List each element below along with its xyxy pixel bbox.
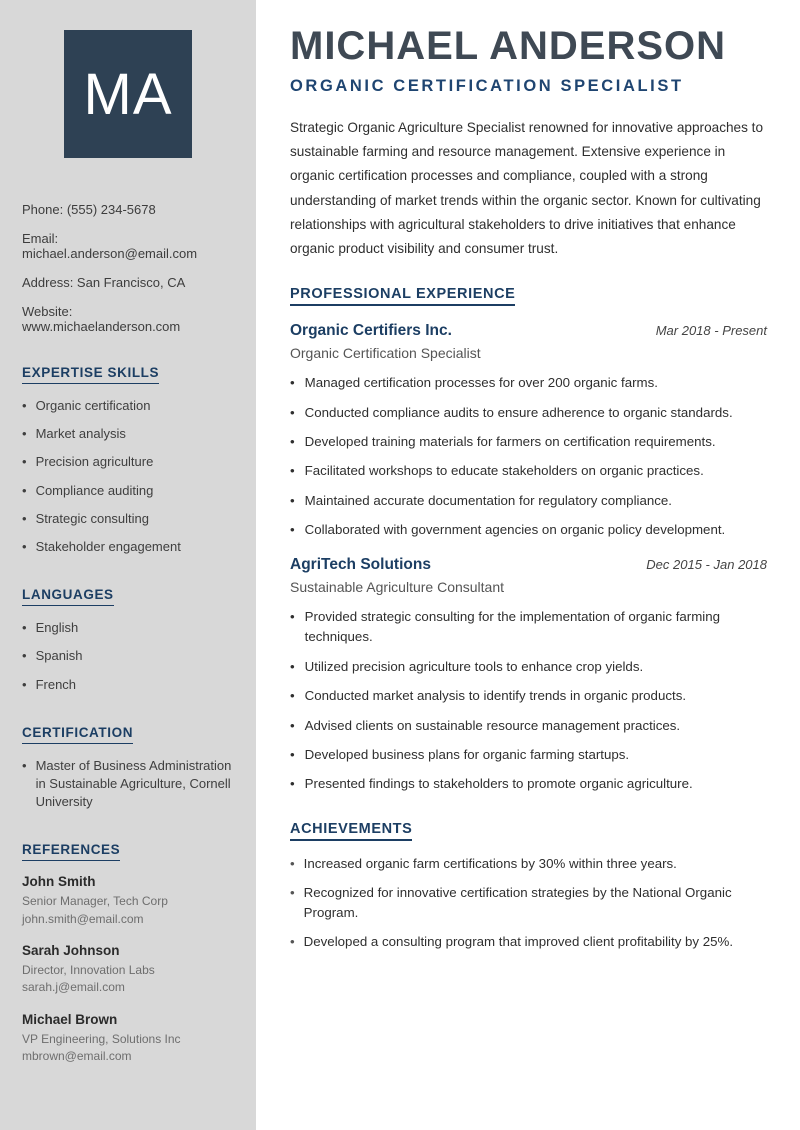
list-item: • Developed business plans for organic farming startups. xyxy=(290,745,767,765)
list-item: • Recognized for innovative certification strategies by the National Organic Program. xyxy=(290,883,767,923)
list-item: • English xyxy=(22,619,234,637)
job-dates: Dec 2015 - Jan 2018 xyxy=(646,557,767,573)
reference-entry xyxy=(22,943,234,997)
skills-list xyxy=(22,397,234,556)
references-section xyxy=(22,841,234,1065)
list-item: • Precision agriculture xyxy=(22,453,234,471)
certification-list xyxy=(22,757,234,812)
list-item: • Provided strategic consulting for the implementation of organic farming techniques. xyxy=(290,607,767,647)
contact-email: Email: michael.anderson@email.com xyxy=(22,231,198,261)
list-item: • Developed a consulting program that improved client profitability by 25%. xyxy=(290,932,767,952)
list-item: • Collaborated with government agencies on organic policy development. xyxy=(290,520,767,540)
list-item: • Developed training materials for farmers on certification requirements. xyxy=(290,432,767,452)
reference-role: VP Engineering, Solutions Inc xyxy=(22,1031,181,1046)
contact-block xyxy=(22,202,234,334)
job-role: Organic Certification Specialist xyxy=(290,345,481,362)
languages-list xyxy=(22,619,234,694)
certification-heading: CERTIFICATION xyxy=(22,725,133,744)
experience-section xyxy=(290,285,767,794)
job-header xyxy=(290,556,767,574)
job-bullets xyxy=(290,607,767,794)
job-entry xyxy=(290,556,767,794)
certification-section xyxy=(22,724,234,812)
languages-section xyxy=(22,586,234,694)
achievements-list xyxy=(290,854,767,952)
list-item: • Organic certification xyxy=(22,397,234,415)
list-item: • Stakeholder engagement xyxy=(22,538,234,556)
contact-website: Website: www.michaelanderson.com xyxy=(22,304,181,334)
list-item: • Managed certification processes for over 200 organic farms. xyxy=(290,373,767,393)
list-item: • Compliance auditing xyxy=(22,482,234,500)
list-item: • Presented findings to stakeholders to promote organic agriculture. xyxy=(290,774,767,794)
list-item: • Advised clients on sustainable resource management practices. xyxy=(290,716,767,736)
list-item: • Market analysis xyxy=(22,425,234,443)
job-role: Sustainable Agriculture Consultant xyxy=(290,579,505,596)
achievements-section xyxy=(290,820,767,952)
languages-heading: LANGUAGES xyxy=(22,587,114,606)
list-item: • Facilitated workshops to educate stakeholders on organic practices. xyxy=(290,461,767,481)
summary-paragraph: Strategic Organic Agriculture Specialist renowned for innovative approaches to sustainable farming and resource management. Extensive experience in organic certification processes and compliance, coupled with a strong understanding of market trends within the organic sector. Known for cultivating relationships with agricultural stakeholders to drive initiatives that enhance organic product visibility and consumer trust. xyxy=(290,120,764,256)
page-title: MICHAEL ANDERSON xyxy=(290,24,727,68)
references-heading: REFERENCES xyxy=(22,842,120,861)
job-header xyxy=(290,322,767,340)
achievements-heading: ACHIEVEMENTS xyxy=(290,821,412,841)
reference-name: Sarah Johnson xyxy=(22,943,120,959)
list-item: • Utilized precision agriculture tools to enhance crop yields. xyxy=(290,657,767,677)
reference-name: John Smith xyxy=(22,874,96,890)
list-item: • French xyxy=(22,676,234,694)
job-bullets xyxy=(290,373,767,540)
company-name: AgriTech Solutions xyxy=(290,556,431,574)
reference-email: john.smith@email.com xyxy=(22,911,144,926)
main-content xyxy=(256,0,800,1130)
reference-email: sarah.j@email.com xyxy=(22,980,125,995)
list-item: • Spanish xyxy=(22,647,234,665)
reference-entry xyxy=(22,874,234,928)
job-entry xyxy=(290,322,767,540)
skills-heading: EXPERTISE SKILLS xyxy=(22,365,159,384)
sidebar xyxy=(0,0,256,1130)
company-name: Organic Certifiers Inc. xyxy=(290,322,452,340)
experience-heading: PROFESSIONAL EXPERIENCE xyxy=(290,286,515,306)
list-item: • Maintained accurate documentation for regulatory compliance. xyxy=(290,491,767,511)
list-item: • Strategic consulting xyxy=(22,510,234,528)
skills-section xyxy=(22,364,234,556)
list-item: • Master of Business Administration in Sustainable Agriculture, Cornell University xyxy=(22,757,234,812)
reference-role: Director, Innovation Labs xyxy=(22,963,155,978)
reference-role: Senior Manager, Tech Corp xyxy=(22,894,168,909)
reference-name: Michael Brown xyxy=(22,1011,118,1027)
reference-entry xyxy=(22,1012,234,1066)
contact-phone: Phone: (555) 234-5678 xyxy=(22,202,156,217)
job-headline: ORGANIC CERTIFICATION SPECIALIST xyxy=(290,77,684,95)
job-dates: Mar 2018 - Present xyxy=(655,323,767,339)
list-item: • Increased organic farm certifications by 30% within three years. xyxy=(290,854,767,874)
list-item: • Conducted compliance audits to ensure adherence to organic standards. xyxy=(290,403,767,423)
monogram-avatar: MA xyxy=(64,30,192,158)
contact-address: Address: San Francisco, CA xyxy=(22,275,186,290)
list-item: • Conducted market analysis to identify trends in organic products. xyxy=(290,686,767,706)
reference-email: mbrown@email.com xyxy=(22,1049,132,1064)
